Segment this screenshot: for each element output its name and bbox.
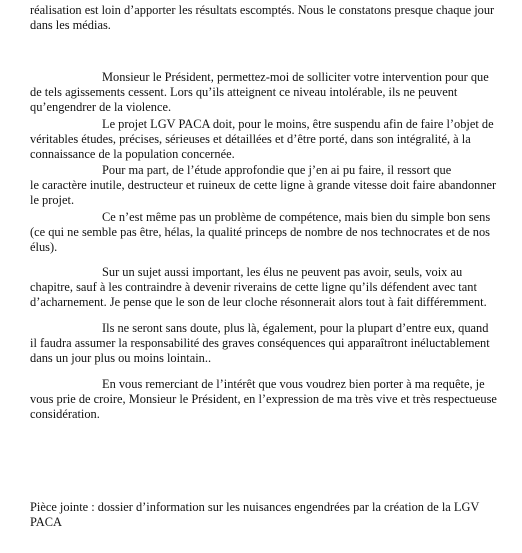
paragraph-5-line-1: Ce n’est même pas un problème de compétence, mais bien du simple bon sens (102, 210, 491, 224)
paragraph-3-line-1: Le projet LGV PACA doit, pour le moins, être suspendu afin de faire l’objet de (102, 117, 494, 131)
paragraph-6-line-3: d’acharnement. Je pense que le son de leur cloche résonnerait alors tout à fait différemment. (30, 295, 487, 309)
paragraph-6-line-1: Sur un sujet aussi important, les élus ne peuvent pas avoir, seuls, voix au (102, 265, 463, 279)
paragraph-4-line-3: le projet. (30, 193, 75, 207)
paragraph-8-line-1: En vous remerciant de l’intérêt que vous voudrez bien porter à ma requête, je (102, 377, 485, 391)
paragraph-1-line-2: dans les médias. (30, 18, 111, 32)
paragraph-7-line-3: dans un jour plus ou moins lointain.. (30, 351, 212, 365)
paragraph-2-line-1: Monsieur le Président, permettez-moi de solliciter votre intervention pour que (102, 70, 489, 84)
paragraph-7-line-2: il faudra assumer la responsabilité des graves conséquences qui apparaîtront inéluctablement (30, 336, 490, 350)
paragraph-4-line-2: le caractère inutile, destructeur et ruineux de cette ligne à grande vitesse doit faire abandonner (30, 178, 497, 192)
paragraph-3-line-2: véritables études, précises, sérieuses et détaillées et d’être porté, dans son intégralité, à la (30, 132, 471, 146)
paragraph-2-line-3: qu’engendrer de la violence. (30, 100, 172, 114)
paragraph-5-line-3: élus). (30, 240, 58, 254)
attachment-note-line-2: PACA (30, 515, 62, 529)
paragraph-7-line-1: Ils ne seront sans doute, plus là, également, pour la plupart d’entre eux, quand (102, 321, 489, 335)
paragraph-5-line-2: (ce qui ne semble pas être, hélas, la qualité princeps de nombre de nos technocrates et de nos (30, 225, 491, 239)
paragraph-8-line-2: vous prie de croire, Monsieur le Président, en l’expression de ma très vive et très respectueuse (30, 392, 497, 406)
attachment-note-line-1: Pièce jointe : dossier d’information sur les nuisances engendrées par la création de la LGV (30, 500, 480, 514)
paragraph-6-line-2: chapitre, sauf à les contraindre à devenir riverains de cette ligne qu’ils défendent avec tant (30, 280, 477, 294)
paragraph-2-line-2: de tels agissements cessent. Lors qu’ils atteignent ce niveau intolérable, ils ne peuvent (30, 85, 458, 99)
paragraph-3-line-3: connaissance de la population concernée. (30, 147, 235, 161)
paragraph-8-line-3: considération. (30, 407, 100, 421)
paragraph-1-line-1: réalisation est loin d’apporter les résultats escomptés. Nous le constatons presque chaque jour (30, 3, 495, 17)
paragraph-4-line-1: Pour ma part, de l’étude approfondie que j’en ai pu faire, il ressort que (102, 163, 452, 177)
